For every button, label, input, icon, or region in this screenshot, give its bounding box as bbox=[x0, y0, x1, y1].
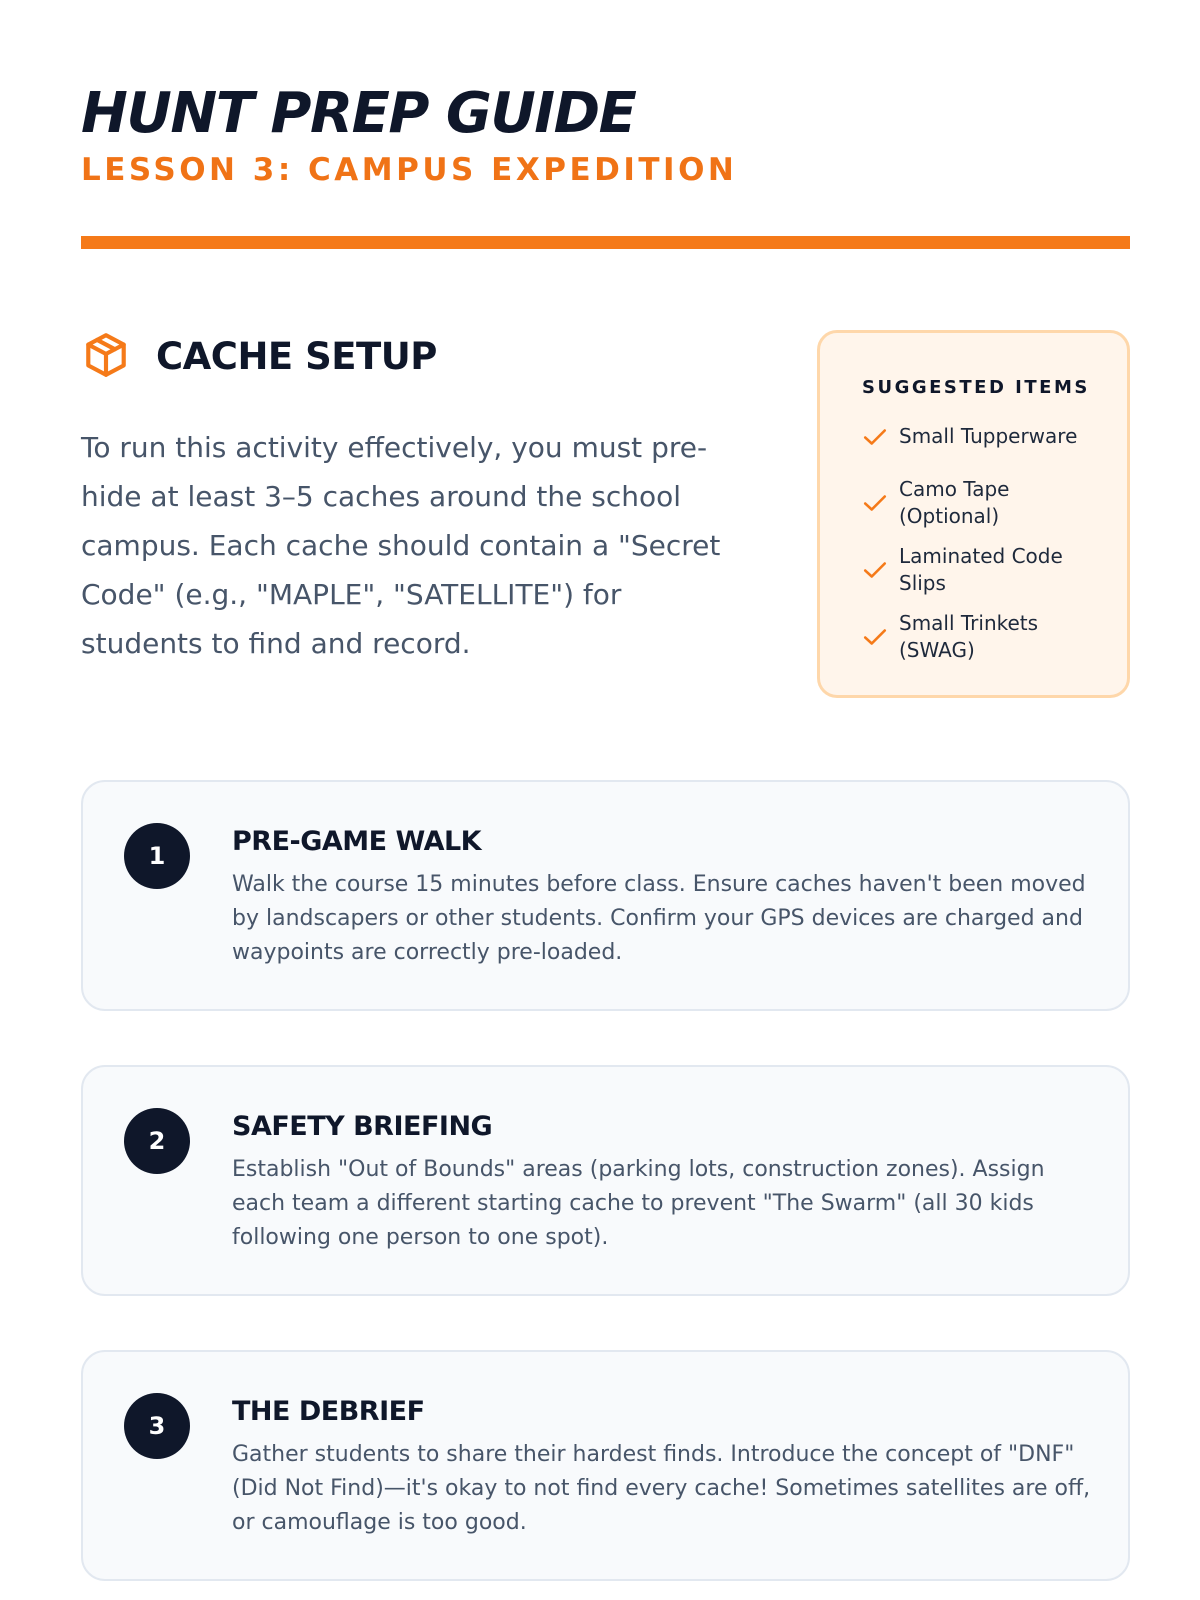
suggested-item bbox=[862, 423, 1112, 463]
step-title: SAFETY BRIEFING bbox=[232, 1111, 493, 1142]
page-title: HUNT PREP GUIDE bbox=[81, 81, 636, 146]
suggested-items-list bbox=[862, 423, 1112, 670]
step-description: Gather students to share their hardest finds. Introduce the concept of "DNF" (Did Not Find)—it's okay to not find every cache! Sometimes satellites are off, or camouflage is too good. bbox=[232, 1442, 1091, 1535]
step-card bbox=[81, 780, 1130, 1011]
suggested-items-title: SUGGESTED ITEMS bbox=[862, 377, 1090, 398]
check-icon bbox=[862, 493, 888, 513]
suggested-item bbox=[862, 603, 1112, 670]
check-icon bbox=[862, 427, 888, 447]
step-card bbox=[81, 1350, 1130, 1581]
suggested-item-label: Camo Tape (Optional) bbox=[899, 476, 1010, 528]
suggested-item bbox=[862, 469, 1112, 536]
step-title: THE DEBRIEF bbox=[232, 1396, 425, 1427]
package-icon bbox=[81, 330, 131, 380]
header-divider bbox=[81, 236, 1130, 249]
section-description: To run this activity effectively, you must pre-hide at least 3–5 caches around the school campus. Each cache should contain a "Secret Code" (e.g., "MAPLE", "SATELLITE") for students to find and record. bbox=[81, 431, 721, 660]
step-description: Establish "Out of Bounds" areas (parking lots, construction zones). Assign each team a different starting cache to prevent "The Swarm" (all 30 kids following one person to one spot). bbox=[232, 1157, 1045, 1250]
check-icon bbox=[862, 627, 888, 647]
step-number-badge: 1 bbox=[124, 823, 190, 889]
suggested-item-label: Small Tupperware bbox=[899, 424, 1078, 448]
suggested-item bbox=[862, 536, 1112, 603]
step-card bbox=[81, 1065, 1130, 1296]
suggested-item-label: Laminated Code Slips bbox=[899, 543, 1063, 595]
page-subtitle: LESSON 3: CAMPUS EXPEDITION bbox=[81, 152, 738, 188]
suggested-item-label: Small Trinkets (SWAG) bbox=[899, 610, 1039, 662]
section-heading: CACHE SETUP bbox=[156, 335, 437, 378]
step-number-badge: 2 bbox=[124, 1108, 190, 1174]
check-icon bbox=[862, 560, 888, 580]
step-title: PRE-GAME WALK bbox=[232, 826, 482, 857]
step-description: Walk the course 15 minutes before class. Ensure caches haven't been moved by landscapers or other students. Confirm your GPS devices are charged and waypoints are correctly pre-loaded. bbox=[232, 872, 1086, 965]
suggested-items-panel bbox=[817, 330, 1130, 698]
step-number-badge: 3 bbox=[124, 1393, 190, 1459]
